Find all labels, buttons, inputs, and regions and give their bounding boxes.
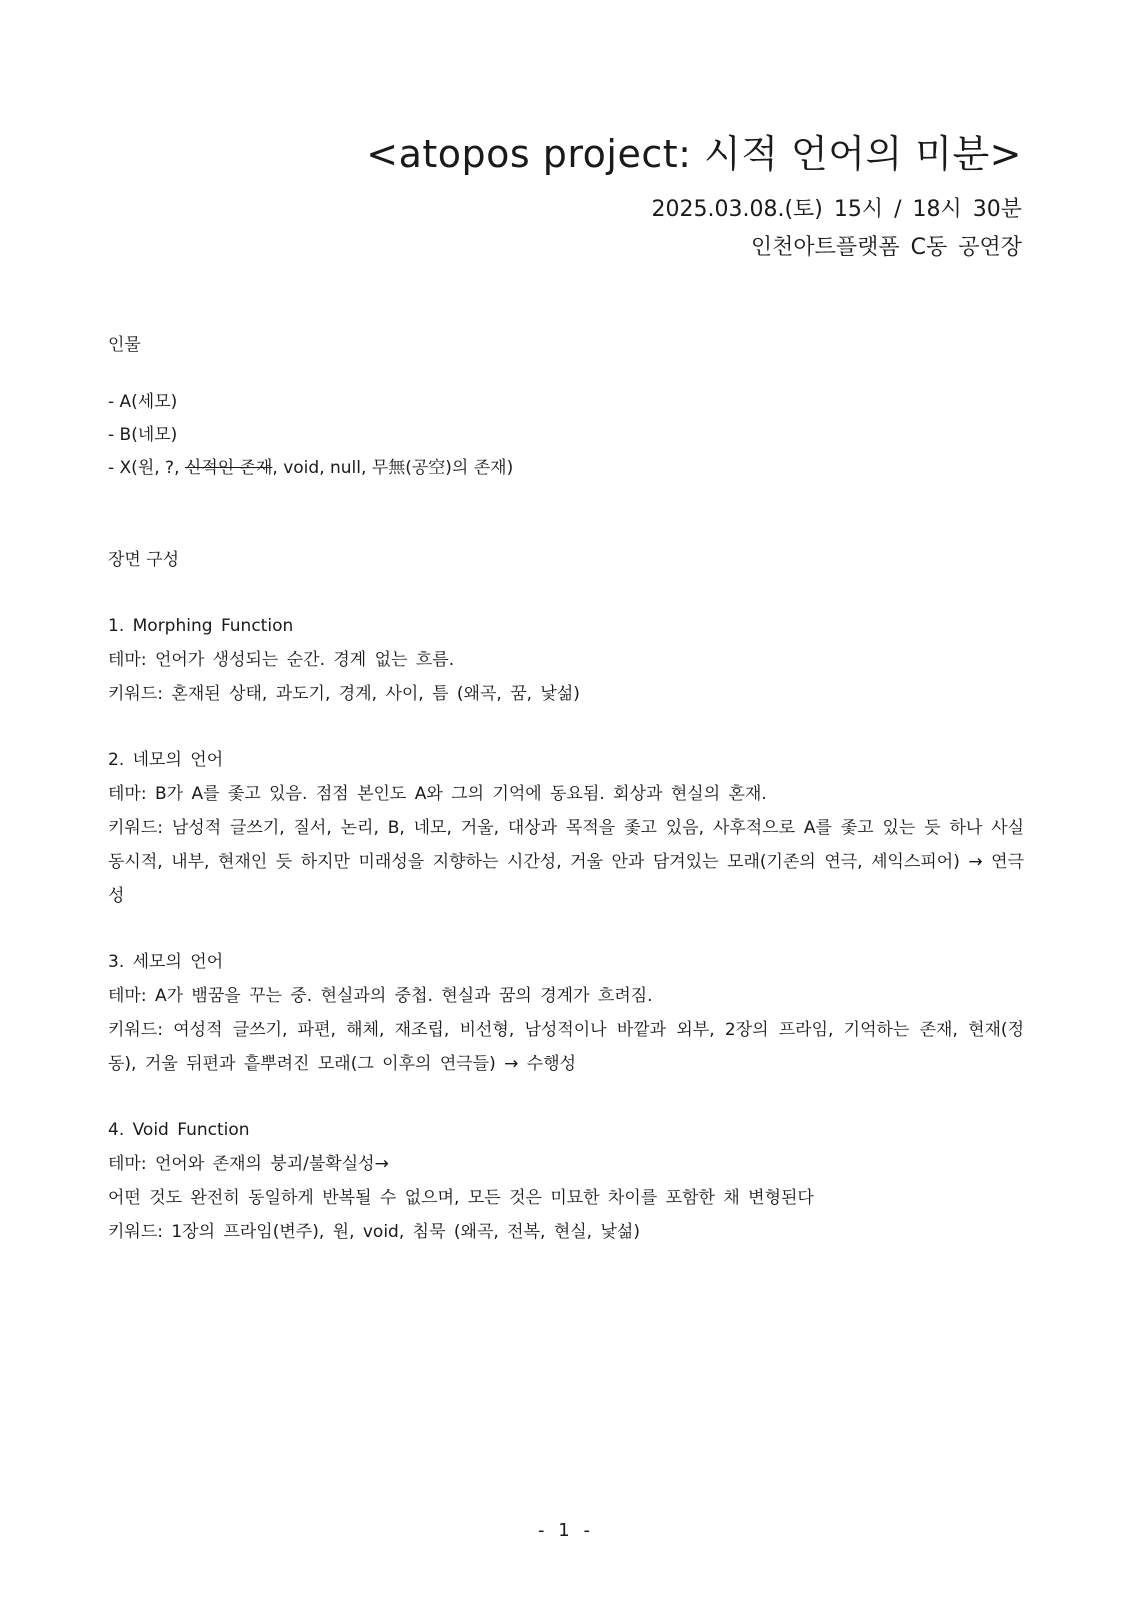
cast-section	[108, 328, 1024, 485]
scene-theme: 테마: A가 뱀꿈을 꾸는 중. 현실과의 중첩. 현실과 꿈의 경계가 흐려짐.	[108, 986, 653, 1006]
scene-title: 2. 네모의 언어	[108, 750, 224, 770]
scene-keywords: 키워드: 1장의 프라임(변주), 원, void, 침묵 (왜곡, 전복, 현실, 낯섦)	[108, 1222, 640, 1242]
cast-item-x-prefix: - X(원, ?,	[108, 458, 185, 478]
scene-2	[108, 743, 1024, 913]
document-title: <atopos project: 시적 언어의 미분>	[366, 132, 1022, 176]
performance-venue: 인천아트플랫폼 C동 공연장	[750, 235, 1022, 260]
scene-title: 4. Void Function	[108, 1120, 250, 1140]
cast-item-a: - A(세모)	[108, 392, 178, 412]
scene-3	[108, 945, 1024, 1081]
scene-note: 어떤 것도 완전히 동일하게 반복될 수 없으며, 모든 것은 미묘한 차이를 포함한 채 변형된다	[108, 1188, 814, 1208]
cast-item-b: - B(네모)	[108, 425, 178, 445]
scene-theme: 테마: B가 A를 좇고 있음. 점점 본인도 A와 그의 기억에 동요됨. 회상과 현실의 혼재.	[108, 784, 767, 804]
cast-item-x-suffix: , void, null, 무無(공空)의 존재)	[272, 458, 514, 478]
scene-title: 3. 세모의 언어	[108, 952, 224, 972]
scene-title: 1. Morphing Function	[108, 616, 294, 636]
scene-keywords: 키워드: 여성적 글쓰기, 파편, 해체, 재조립, 비선형, 남성적이나 바깥과 외부, 2장의 프라임, 기억하는 존재, 현재(정동), 거울 뒤편과 흩뿌려진 모래(그 이후의 연극들) → 수행성	[108, 1020, 1024, 1074]
cast-item-x	[108, 452, 1024, 485]
cast-item-x-struck-text: 신적인 존재	[184, 458, 273, 478]
scene-1	[108, 609, 1024, 711]
scene-keywords: 키워드: 남성적 글쓰기, 질서, 논리, B, 네모, 거울, 대상과 목적을 좇고 있음, 사후적으로 A를 좇고 있는 듯 하나 사실 동시적, 내부, 현재인 듯 하지만 미래성을 지향하는 시간성, 거울 안과 담겨있는 모래(기존의 연극, 셰익스피어) → 연극성	[108, 818, 1024, 906]
cast-list	[108, 386, 1024, 485]
document-header	[222, 128, 1022, 266]
document-body	[108, 328, 1024, 1249]
scene-theme: 테마: 언어가 생성되는 순간. 경계 없는 흐름.	[108, 650, 455, 670]
scenes-section	[108, 543, 1024, 1249]
cast-heading: 인물	[108, 335, 141, 355]
page-number: - 1 -	[538, 1520, 594, 1541]
performance-date: 2025.03.08.(토) 15시 / 18시 30분	[651, 197, 1022, 222]
scenes-heading: 장면 구성	[108, 550, 180, 570]
scene-keywords: 키워드: 혼재된 상태, 과도기, 경계, 사이, 틈 (왜곡, 꿈, 낯섦)	[108, 684, 580, 704]
scene-4	[108, 1113, 1024, 1249]
scene-theme: 테마: 언어와 존재의 붕괴/불확실성→	[108, 1154, 389, 1174]
